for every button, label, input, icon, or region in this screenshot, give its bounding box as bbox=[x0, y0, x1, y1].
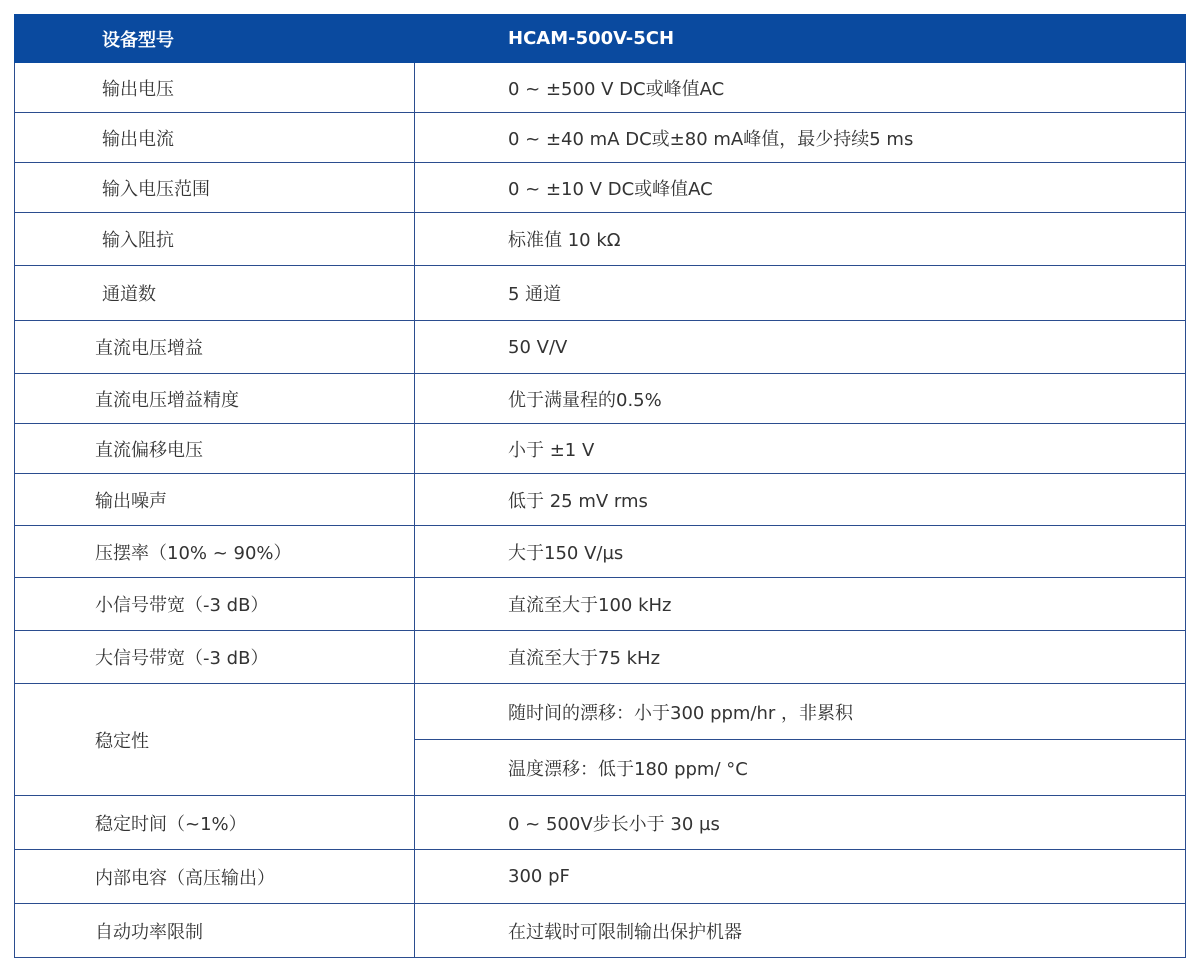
param-cell: 自动功率限制 bbox=[15, 904, 415, 958]
table-row bbox=[15, 63, 1186, 113]
param-cell: 直流偏移电压 bbox=[15, 424, 415, 474]
table-row bbox=[15, 904, 1186, 958]
spec-table bbox=[14, 14, 1186, 958]
param-cell: 压摆率（10% ~ 90%） bbox=[15, 526, 415, 578]
value-cell: 50 V/V bbox=[415, 321, 1186, 374]
value-cell: 小于 ±1 V bbox=[415, 424, 1186, 474]
table-row bbox=[15, 266, 1186, 321]
value-cell: 300 pF bbox=[415, 850, 1186, 904]
header-param: 设备型号 bbox=[15, 15, 415, 63]
param-cell: 输出电压 bbox=[15, 63, 415, 113]
table-row bbox=[15, 631, 1186, 684]
table-row bbox=[15, 113, 1186, 163]
table-row bbox=[15, 474, 1186, 526]
table-row bbox=[15, 850, 1186, 904]
param-cell: 输出噪声 bbox=[15, 474, 415, 526]
value-cell: 标准值 10 kΩ bbox=[415, 213, 1186, 266]
value-cell: 随时间的漂移：小于300 ppm/hr ，非累积 bbox=[415, 684, 1186, 740]
value-cell: 5 通道 bbox=[415, 266, 1186, 321]
param-cell: 输入阻抗 bbox=[15, 213, 415, 266]
table-row bbox=[15, 578, 1186, 631]
table-row bbox=[15, 163, 1186, 213]
param-cell: 通道数 bbox=[15, 266, 415, 321]
value-cell: 0 ~ ±500 V DC或峰值AC bbox=[415, 63, 1186, 113]
value-cell: 温度漂移：低于180 ppm/ °C bbox=[415, 740, 1186, 796]
param-cell: 小信号带宽（-3 dB） bbox=[15, 578, 415, 631]
value-cell: 0 ~ ±40 mA DC或±80 mA峰值，最少持续5 ms bbox=[415, 113, 1186, 163]
param-cell: 大信号带宽（-3 dB） bbox=[15, 631, 415, 684]
param-cell: 直流电压增益 bbox=[15, 321, 415, 374]
value-cell: 大于150 V/µs bbox=[415, 526, 1186, 578]
value-cell: 优于满量程的0.5% bbox=[415, 374, 1186, 424]
param-cell: 内部电容（高压输出） bbox=[15, 850, 415, 904]
value-cell: 直流至大于100 kHz bbox=[415, 578, 1186, 631]
param-cell: 稳定性 bbox=[15, 684, 415, 796]
value-cell: 0 ~ ±10 V DC或峰值AC bbox=[415, 163, 1186, 213]
value-cell: 直流至大于75 kHz bbox=[415, 631, 1186, 684]
table-header-row bbox=[15, 15, 1186, 63]
param-cell: 直流电压增益精度 bbox=[15, 374, 415, 424]
param-cell: 输出电流 bbox=[15, 113, 415, 163]
param-cell: 输入电压范围 bbox=[15, 163, 415, 213]
table-row bbox=[15, 796, 1186, 850]
value-cell: 0 ~ 500V步长小于 30 µs bbox=[415, 796, 1186, 850]
table-row bbox=[15, 374, 1186, 424]
header-value: HCAM-500V-5CH bbox=[415, 15, 1186, 63]
table-row bbox=[15, 213, 1186, 266]
param-cell: 稳定时间（~1%） bbox=[15, 796, 415, 850]
table-row-stability bbox=[15, 684, 1186, 740]
table-row bbox=[15, 424, 1186, 474]
table-row bbox=[15, 526, 1186, 578]
table-row bbox=[15, 321, 1186, 374]
value-cell: 在过载时可限制输出保护机器 bbox=[415, 904, 1186, 958]
value-cell: 低于 25 mV rms bbox=[415, 474, 1186, 526]
